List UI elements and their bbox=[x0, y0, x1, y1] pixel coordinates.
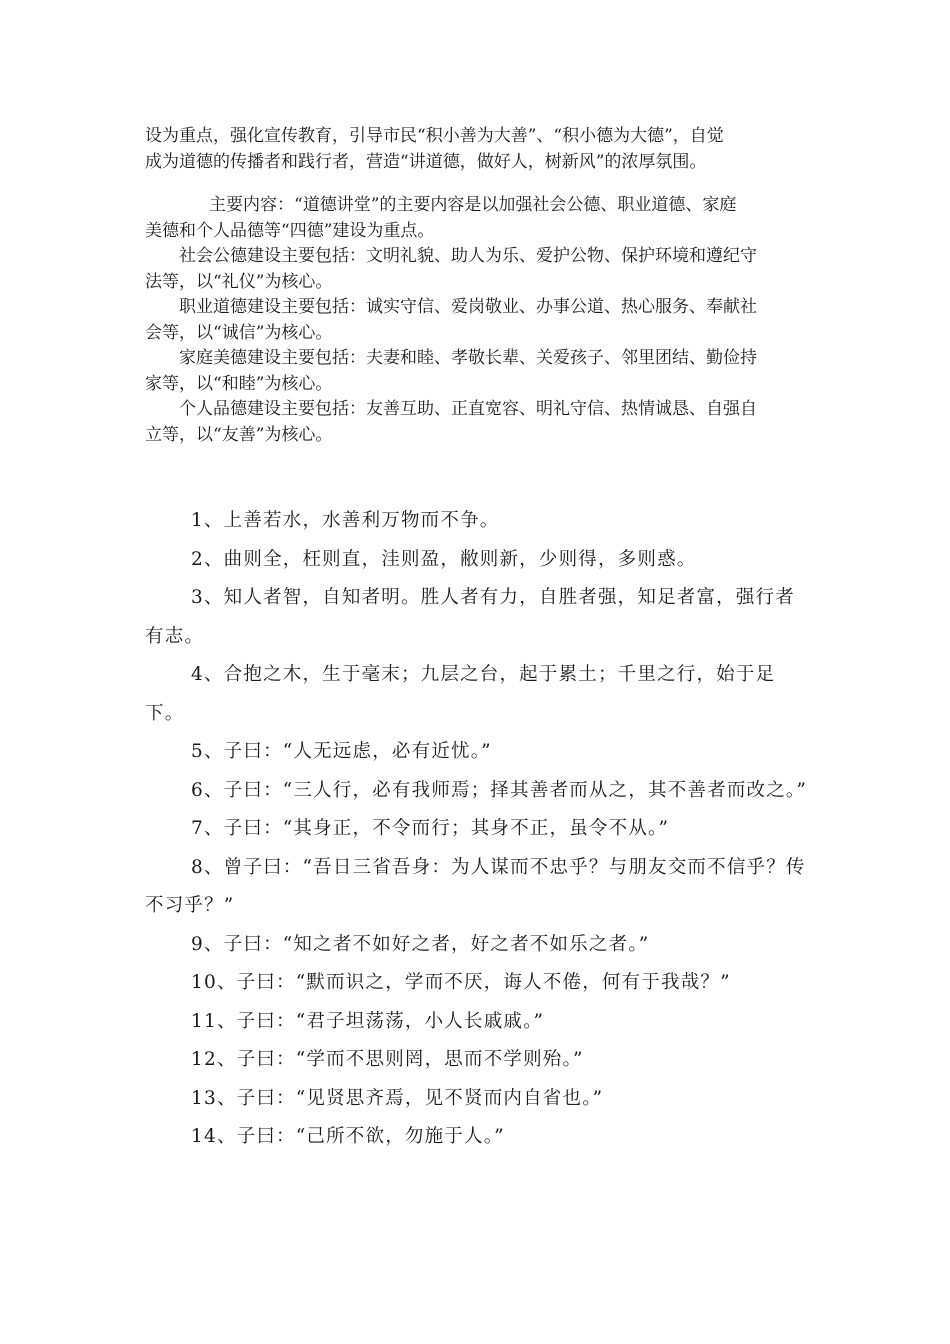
quote-item: 10、子曰：“默而识之，学而不厌，诲人不倦，何有于我哉？” bbox=[191, 972, 731, 993]
quote-item: 14、子曰：“己所不欲，勿施于人。” bbox=[191, 1126, 505, 1147]
paragraph-line: 家庭美德建设主要包括：夫妻和睦、孝敬长辈、关爱孩子、邻里团结、勤俭持 bbox=[179, 348, 757, 368]
quote-item: 8、曾子曰：“吾日三省吾身：为人谋而不忠乎？与朋友交而不信乎？传不习乎？” bbox=[145, 856, 806, 916]
paragraph-line: 立等，以“友善”为核心。 bbox=[145, 424, 333, 445]
paragraph-line: 法等，以“礼仪”为核心。 bbox=[145, 271, 333, 292]
quote-item: 4、合抱之木，生于毫末；九层之台，起于累土；千里之行，始于足下。 bbox=[145, 664, 776, 724]
quote-item: 11、子曰：“君子坦荡荡，小人长戚戚。” bbox=[191, 1010, 545, 1032]
quote-item: 13、子曰：“见贤思齐焉，见不贤而内自省也。” bbox=[191, 1087, 604, 1109]
quote-item: 3、知人者智，自知者明。胜人者有力，自胜者强，知足者富，强行者有志。 bbox=[145, 587, 795, 647]
quote-item: 1、上善若水，水善利万物而不争。 bbox=[191, 510, 500, 531]
quotes-list bbox=[145, 502, 810, 1157]
paragraph-line: 个人品德建设主要包括：友善互助、正直宽容、明礼守信、热情诚恳、自强自 bbox=[179, 399, 757, 419]
quote-item: 9、子曰：“知之者不如好之者，好之者不如乐之者。” bbox=[191, 933, 650, 955]
paragraph-line: 会等，以“诚信”为核心。 bbox=[145, 322, 333, 343]
paragraph-line: 主要内容：“道德讲堂”的主要内容是以加强社会公德、职业道德、家庭 bbox=[209, 195, 737, 215]
moral-lecture-section bbox=[145, 124, 815, 448]
quote-item: 7、子曰：“其身正，不令而行；其身不正，虽令不从。” bbox=[191, 818, 670, 839]
paragraph-line: 社会公德建设主要包括：文明礼貌、助人为乐、爱护公物、保护环境和遵纪守 bbox=[179, 246, 757, 266]
paragraph-line: 家等，以“和睦”为核心。 bbox=[145, 373, 333, 394]
paragraph-gap bbox=[145, 175, 815, 193]
quote-item: 5、子曰：“人无远虑，必有近忧。” bbox=[191, 741, 492, 762]
paragraph-line: 美德和个人品德等“四德”建设为重点。 bbox=[145, 220, 435, 241]
quote-item: 6、子曰：“三人行，必有我师焉；择其善者而从之，其不善者而改之。” bbox=[191, 779, 808, 801]
paragraph-line: 设为重点，强化宣传教育，引导市民“积小善为大善”、“积小德为大德”，自觉 bbox=[145, 126, 724, 146]
paragraph-line: 成为道德的传播者和践行者，营造“讲道德，做好人，树新风”的浓厚氛围。 bbox=[145, 151, 707, 172]
quote-item: 12、子曰：“学而不思则罔，思而不学则殆。” bbox=[191, 1049, 584, 1070]
paragraph-line: 职业道德建设主要包括：诚实守信、爱岗敬业、办事公道、热心服务、奉献社 bbox=[179, 297, 757, 317]
quote-item: 2、曲则全，枉则直，洼则盈，敝则新，少则得，多则惑。 bbox=[191, 548, 697, 570]
